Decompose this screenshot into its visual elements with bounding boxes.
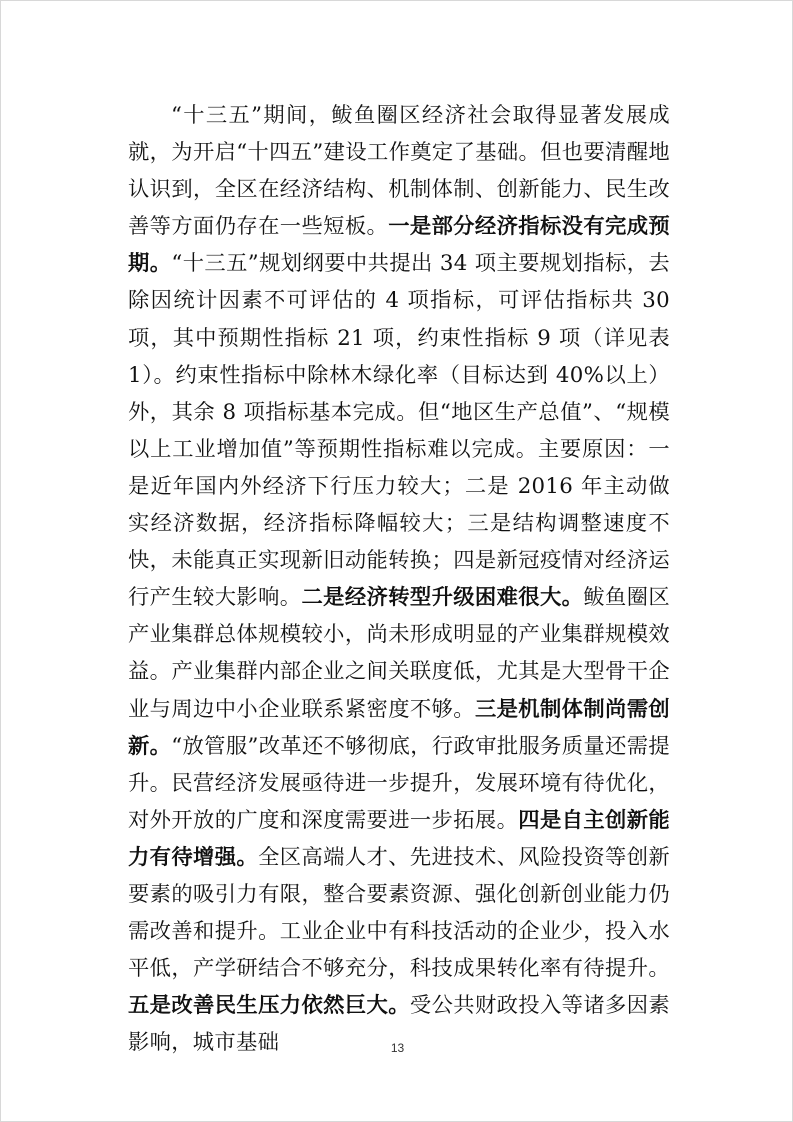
text-segment: 鲅鱼圈区产业集群总体规模较小，尚未形成明显的产业集群规模效益。产业集群内部企业之间关联度低，尤其是大型骨干企业与周边中小企业联系紧密度不够。 bbox=[128, 585, 671, 722]
text-segment: 全区高端人才、先进技术、风险投资等创新要素的吸引力有限，整合要素资源、强化创新创业能力仍需改善和提升。工业企业中有科技活动的企业少，投入水平低，产学研结合不够充分，科技成果转化率有待提升。 bbox=[128, 844, 670, 982]
bold-heading-2: 二是经济转型升级困难很大。 bbox=[301, 585, 584, 611]
bold-heading-4: 四是自主创新能力有待增强。 bbox=[128, 807, 670, 870]
text-segment: “十三五”期间，鲅鱼圈区经济社会取得显著发展成就，为开启“十四五”建设工作奠定了基础。但也要清醒地认识到，全区在经济结构、机制体制、创新能力、民生改善等方面仍存在一些短板。 bbox=[128, 103, 670, 240]
text-segment: “十三五”规划纲要中共提出 34 项主要规划指标，去除因统计因素不可评估的 4 项指标，可评估指标共 30 项，其中预期性指标 21 项，约束性指标 9 项（详见表 1）。约束性指标中除林木绿化率（目标达到 40%以上）外，其余 8 项指标基本完成。但“地区生产总值”、“规模以上工业增加值”等预期性指标难以完成。主要原因：一是近年国内外经济下行压力较大；二是 2016 年主动做实经济数据，经济指标降幅较大；三是结构调整速度不快，未能真正实现新旧动能转换；四是新冠疫情对经济运行产生较大影响。 bbox=[128, 251, 670, 611]
text-segment: 受公共财政投入等诸多因素影响，城市基础 bbox=[128, 993, 670, 1056]
page-number: 13 bbox=[390, 1041, 405, 1055]
bold-heading-1: 一是部分经济指标没有完成预期。 bbox=[128, 214, 670, 277]
bold-heading-3: 三是机制体制尚需创新。 bbox=[128, 696, 670, 759]
bold-heading-5: 五是改善民生压力依然巨大。 bbox=[128, 993, 410, 1019]
text-segment: “放管服”改革还不够彻底，行政审批服务质量还需提升。民营经济发展亟待进一步提升，发展环境有待优化，对外开放的广度和深度需要进一步拓展。 bbox=[128, 733, 670, 833]
body-paragraph bbox=[128, 97, 670, 1061]
